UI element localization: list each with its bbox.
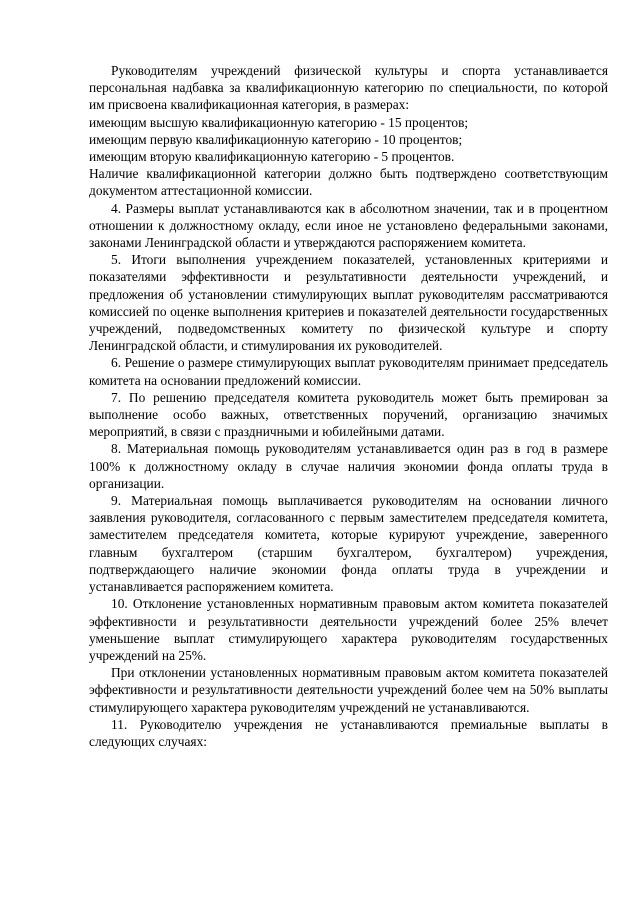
paragraph-11-no-bonus-cases: 11. Руководителю учреждения не устанавливаются премиальные выплаты в следующих случаях:: [89, 716, 608, 749]
document-page: [89, 62, 608, 750]
list-item-highest-category: имеющим высшую квалификационную категорию - 15 процентов;: [89, 114, 469, 130]
paragraph-category-confirmation: Наличие квалификационной категории должно быть подтверждено соответствующим документом аттестационной комиссии.: [89, 166, 608, 199]
paragraph-6-decision: 6. Решение о размере стимулирующих выплат руководителям принимает председатель комитета на основании предложений комиссии.: [89, 355, 608, 388]
paragraph-deviation-50: При отклонении установленных нормативным правовым актом комитета показателей эффективности и результативности деятельности учреждений более чем на 50% выплаты стимулирующего характера руководителям учреждений не устанавливаются.: [89, 665, 608, 715]
list-item-second-category: имеющим вторую квалификационную категорию - 5 процентов.: [89, 149, 455, 165]
paragraph-8-material-aid: 8. Материальная помощь руководителям устанавливается один раз в год в размере 100% к должностному окладу в случае наличия экономии фонда оплаты труда в организации.: [89, 441, 608, 491]
paragraph-9-material-aid-payment: 9. Материальная помощь выплачивается руководителям на основании личного заявления руководителя, согласованного с первым заместителем председателя комитета, заместителем председателя комитета, которые курируют учреждение, заверенного главным бухгалтером (старшим бухгалтером, бухгалтером) учреждения, подтверждающего наличие экономии фонда оплаты труда в учреждении и устанавливается распоряжением комитета.: [89, 493, 608, 595]
paragraph-4-payment-sizes: 4. Размеры выплат устанавливаются как в абсолютном значении, так и в процентном отношении к должностному окладу, если иное не установлено федеральными законами, законами Ленинградской области и утверждаются распоряжением комитета.: [89, 200, 608, 251]
list-item-first-category: имеющим первую квалификационную категорию - 10 процентов;: [89, 131, 463, 147]
paragraph-7-bonus: 7. По решению председателя комитета руководитель может быть премирован за выполнение особо важных, ответственных поручений, организацию значимых мероприятий, в связи с праздничными и юбилейными датами.: [89, 389, 608, 440]
paragraph-10-deviation-25: 10. Отклонение установленных нормативным правовым актом комитета показателей эффективности и результативности деятельности учреждений более 25% влечет уменьшение выплат стимулирующего характера руководителям государственных учреждений на 25%.: [89, 596, 608, 663]
paragraph-5-results-review: 5. Итоги выполнения учреждением показателей, установленных критериями и показателями эффективности и результативности деятельности учреждений, и предложения об установлении стимулирующих выплат руководителям рассматриваются комиссией по оценке выполнения критериев и показателей деятельности государственных учреждений, подведомственных комитету по физической культуре и спорту Ленинградской области, и стимулирования их руководителей.: [89, 252, 608, 354]
paragraph-category-allowance: Руководителям учреждений физической культуры и спорта устанавливается персональная надбавка за квалификационную категорию по специальности, по которой им присвоена квалификационная категория, в размерах:: [89, 63, 608, 113]
